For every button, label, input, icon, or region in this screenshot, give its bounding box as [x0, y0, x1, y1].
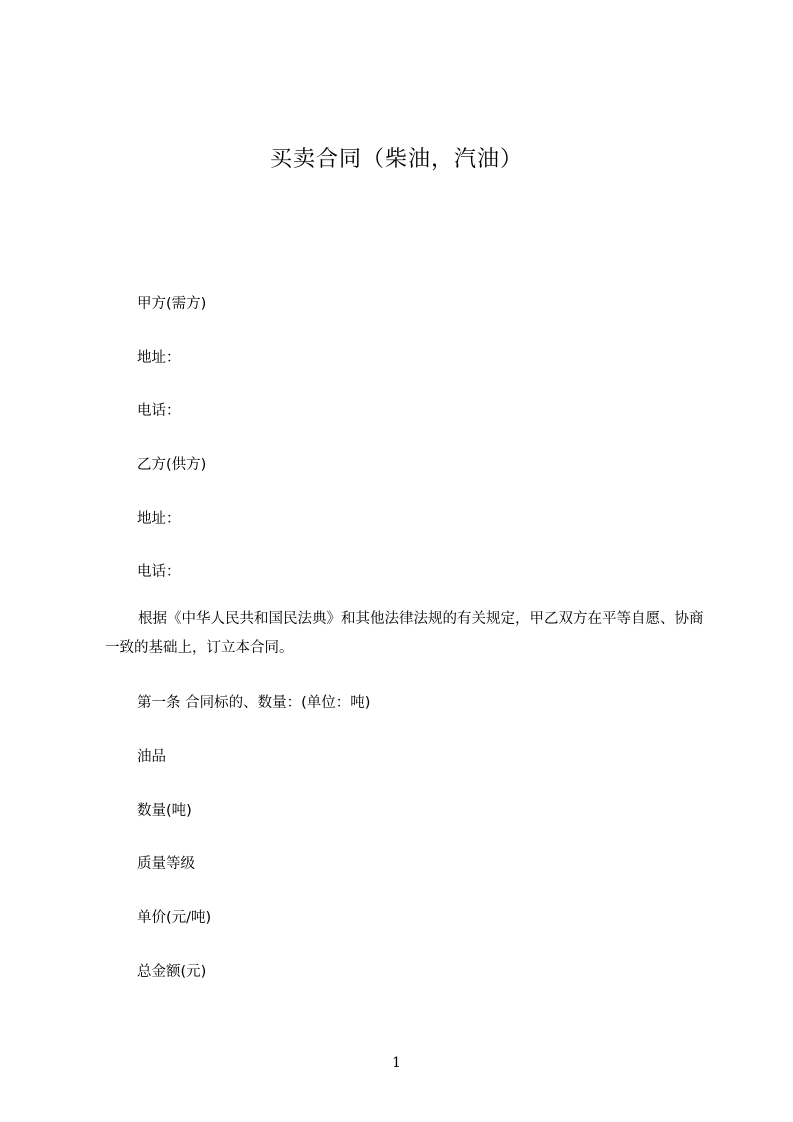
party-a-phone-label: 电话： [137, 403, 181, 419]
field-oil-product: 油品 [137, 749, 166, 765]
preamble-paragraph: 根据《中华人民共和国民法典》和其他法律法规的有关规定，甲乙双方在平等自愿、协商一致的基础上，订立本合同。 [105, 611, 704, 656]
field-quality-grade: 质量等级 [137, 856, 195, 872]
party-b-address-label: 地址： [137, 511, 181, 527]
article-1-heading: 第一条 合同标的、数量：(单位：吨) [137, 695, 371, 711]
party-b-phone-label: 电话： [137, 564, 181, 580]
field-quantity: 数量(吨) [137, 803, 192, 819]
page-number: 1 [392, 1055, 401, 1071]
party-b-label: 乙方(供方) [137, 457, 207, 473]
field-unit-price: 单价(元/吨) [137, 910, 212, 926]
party-a-label: 甲方(需方) [137, 296, 207, 312]
field-total-amount: 总金额(元) [137, 964, 207, 980]
party-a-address-label: 地址： [137, 350, 181, 366]
document-title: 买卖合同（柴油，汽油） [269, 147, 523, 172]
